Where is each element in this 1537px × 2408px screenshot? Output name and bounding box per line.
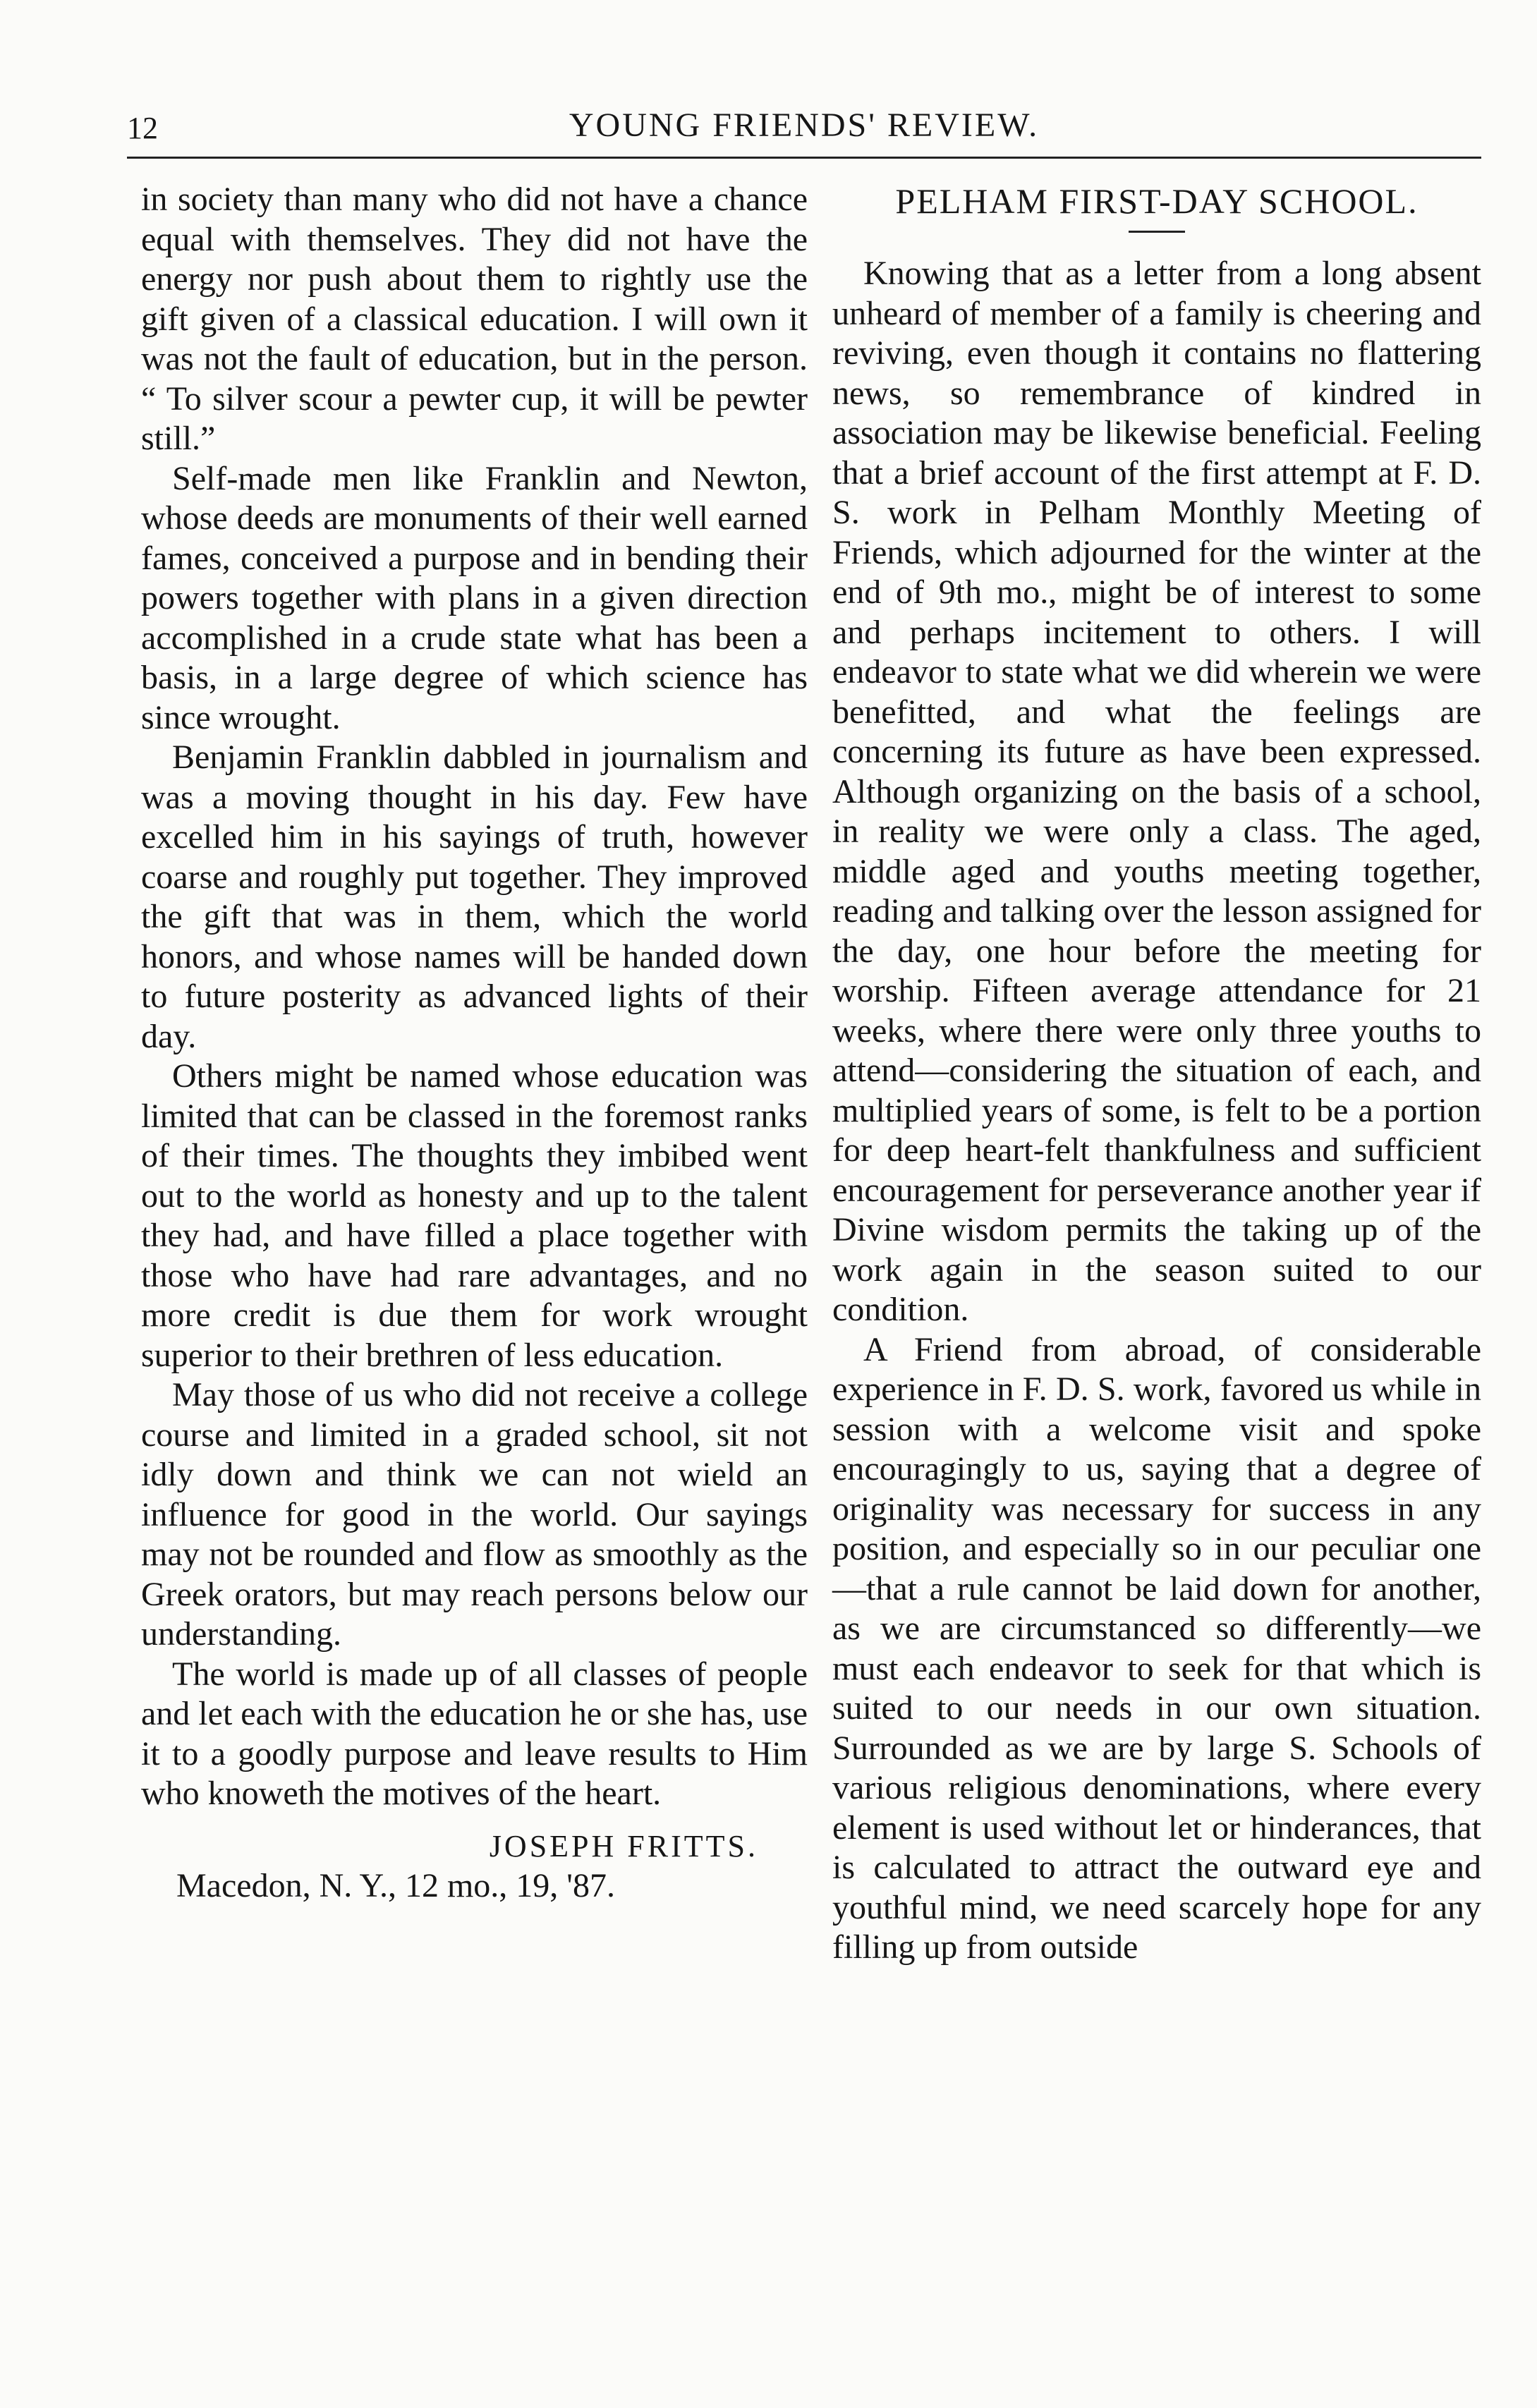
paragraph: Self-made men like Franklin and Newton, whose deeds are monuments of their well earned fames, conceived a purpose and in bending their powers together with plans in a given direction accomplished in a crude state what has been a basis, in a large degree of which science has since wrought. [141, 459, 808, 736]
paragraph: in society than many who did not have a chance equal with themselves. They did not have the energy nor push about them to rightly use the gift given of a classical education. I will own it was not the fault of education, but in the person. “ To silver scour a pewter cup, it will be pewter still.” [141, 181, 808, 457]
paragraph: Benjamin Franklin dabbled in journalism and was a moving thought in his day. Few have excelled him in his sayings of truth, however coarse and roughly put together. They improved the gift that was in them, which the world honors, and whose names will be handed down to future posterity as advanced lights of their day. [141, 738, 808, 1055]
paragraph: May those of us who did not receive a college course and limited in a graded school, sit not idly down and think we can not wield an influence for good in the world. Our sayings may not be rounded and flow as smoothly as the Greek orators, but may reach persons below our understanding. [141, 1376, 808, 1653]
paragraph: Knowing that as a letter from a long absent unheard of member of a family is cheering and reviving, even though it contains no flattering news, so remembrance of kindred in association may be likewise beneficial. Feeling that a brief account of the first attempt at F. D. S. work in Pelham Monthly Meeting of Friends, which adjourned for the winter at the end of 9th mo., might be of interest to some and perhaps incitement to others. I will endeavor to state what we did wherein we were benefitted, and what the feelings are concerning its future as have been expressed. Although organizing on the basis of a school, in reality we were only a class. The aged, middle aged and youths meeting together, reading and talking over the lesson assigned for the day, one hour before the meeting for worship. Fifteen average attendance for 21 weeks, where there were only three youths to attend—considering the situation of each, and multiplied years of some, is felt to be a portion for deep heart-felt thankfulness and sufficient encouragement for perseverance another year if Divine wisdom permits the taking up of the work again in the season suited to our condition. [832, 255, 1481, 1328]
author-signature: JOSEPH FRITTS. [489, 1828, 758, 1863]
paragraph: The world is made up of all classes of people and let each with the education he or she has, use it to a goodly purpose and leave results to Him who knoweth the motives of the heart. [141, 1655, 808, 1812]
dateline: Macedon, N. Y., 12 mo., 19, '87. [176, 1867, 615, 1904]
right-column [832, 180, 1481, 1968]
left-column [141, 180, 808, 1907]
page-number: 12 [127, 111, 158, 145]
journal-title: YOUNG FRIENDS' REVIEW. [569, 107, 1040, 144]
page-header [127, 106, 1481, 155]
header-rule [127, 157, 1481, 159]
section-title: PELHAM FIRST-DAY SCHOOL. [895, 181, 1418, 221]
paragraph: A Friend from abroad, of considerable experience in F. D. S. work, favored us while in session with a welcome visit and spoke encouragingly to us, saying that a degree of originality was necessary for success in any position, and especially so in our peculiar one—that a rule cannot be laid down for another, as we are circumstanced so differently—we must each endeavor to seek for that which is suited to our needs in our own situation. Surrounded as we are by large S. Schools of various religious denominations, where every element is used without let or hinderances, that is calculated to attract the outward eye and youthful mind, we need scarcely hope for any filling up from outside [832, 1330, 1481, 1966]
title-rule [1129, 231, 1185, 233]
paragraph: Others might be named whose education was limited that can be classed in the foremost ranks of their times. The thoughts they imbibed went out to the world as honesty and up to the talent they had, and have filled a place together with those who have had rare advantages, and no more credit is due them for work wrought superior to their brethren of less education. [141, 1057, 808, 1374]
